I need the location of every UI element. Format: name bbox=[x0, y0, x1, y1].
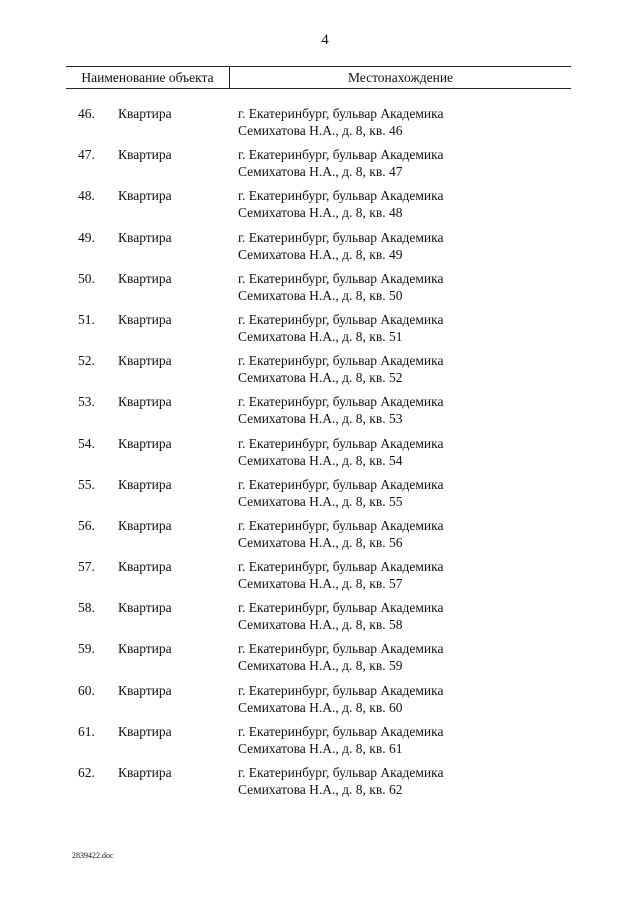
location-line-2: Семихатова Н.А., д. 8, кв. 49 bbox=[238, 246, 403, 262]
object-location bbox=[238, 311, 538, 345]
location-line-2: Семихатова Н.А., д. 8, кв. 61 bbox=[238, 740, 403, 756]
location-line-2: Семихатова Н.А., д. 8, кв. 53 bbox=[238, 411, 403, 427]
object-name: Квартира bbox=[118, 682, 172, 698]
row-number: 48. bbox=[78, 188, 95, 204]
location-line-1: г. Екатеринбург, бульвар Академика bbox=[238, 353, 444, 369]
object-name: Квартира bbox=[118, 147, 172, 163]
table-row bbox=[0, 393, 640, 434]
column-header-location: Местонахождение bbox=[347, 70, 454, 85]
row-number: 57. bbox=[78, 559, 95, 575]
object-name: Квартира bbox=[118, 476, 172, 492]
location-line-1: г. Екатеринбург, бульвар Академика bbox=[238, 394, 444, 410]
row-number: 59. bbox=[78, 641, 95, 657]
object-location bbox=[238, 270, 538, 304]
location-line-2: Семихатова Н.А., д. 8, кв. 59 bbox=[238, 658, 403, 674]
object-location bbox=[238, 476, 538, 510]
table-row bbox=[0, 682, 640, 723]
location-line-2: Семихатова Н.А., д. 8, кв. 47 bbox=[238, 164, 403, 180]
object-name: Квартира bbox=[118, 229, 172, 245]
location-line-1: г. Екатеринбург, бульвар Академика bbox=[238, 517, 444, 533]
object-location bbox=[238, 187, 538, 221]
table-row bbox=[0, 105, 640, 146]
row-number: 52. bbox=[78, 353, 95, 369]
table-row bbox=[0, 640, 640, 681]
object-name: Квартира bbox=[118, 353, 172, 369]
table-row bbox=[0, 723, 640, 764]
table-row bbox=[0, 229, 640, 270]
location-line-1: г. Екатеринбург, бульвар Академика bbox=[238, 765, 444, 780]
object-location bbox=[238, 352, 538, 386]
object-name: Квартира bbox=[118, 641, 172, 657]
location-line-1: г. Екатеринбург, бульвар Академика bbox=[238, 435, 444, 451]
object-location bbox=[238, 105, 538, 139]
location-line-1: г. Екатеринбург, бульвар Академика bbox=[238, 270, 444, 286]
table-row bbox=[0, 764, 640, 805]
object-name: Квартира bbox=[118, 600, 172, 616]
table-body bbox=[0, 105, 640, 805]
location-line-1: г. Екатеринбург, бульвар Академика bbox=[238, 682, 444, 698]
row-number: 50. bbox=[78, 270, 95, 286]
row-number: 49. bbox=[78, 229, 95, 245]
object-name: Квартира bbox=[118, 311, 172, 327]
location-line-2: Семихатова Н.А., д. 8, кв. 58 bbox=[238, 617, 403, 633]
footer-file-name: 2839422.doc bbox=[72, 851, 114, 860]
object-name: Квартира bbox=[118, 765, 172, 780]
location-line-1: г. Екатеринбург, бульвар Академика bbox=[238, 106, 444, 121]
row-number: 51. bbox=[78, 311, 95, 327]
object-location bbox=[238, 517, 538, 551]
location-line-1: г. Екатеринбург, бульвар Академика bbox=[238, 600, 444, 616]
object-name: Квартира bbox=[118, 270, 172, 286]
location-line-2: Семихатова Н.А., д. 8, кв. 51 bbox=[238, 328, 403, 344]
location-line-2: Семихатова Н.А., д. 8, кв. 54 bbox=[238, 452, 403, 468]
row-number: 54. bbox=[78, 435, 95, 451]
object-location bbox=[238, 640, 538, 674]
table-row bbox=[0, 270, 640, 311]
table-row bbox=[0, 352, 640, 393]
table-row bbox=[0, 311, 640, 352]
row-number: 62. bbox=[78, 765, 95, 780]
column-header-name: Наименование объекта bbox=[66, 67, 230, 88]
table-row bbox=[0, 517, 640, 558]
location-line-1: г. Екатеринбург, бульвар Академика bbox=[238, 641, 444, 657]
object-location bbox=[238, 229, 538, 263]
location-line-1: г. Екатеринбург, бульвар Академика bbox=[238, 147, 444, 163]
table-row bbox=[0, 146, 640, 187]
row-number: 55. bbox=[78, 476, 95, 492]
row-number: 53. bbox=[78, 394, 95, 410]
object-location bbox=[238, 682, 538, 716]
row-number: 61. bbox=[78, 723, 95, 739]
table-header bbox=[66, 66, 571, 89]
object-location bbox=[238, 723, 538, 757]
location-line-1: г. Екатеринбург, бульвар Академика bbox=[238, 229, 444, 245]
object-location bbox=[238, 393, 538, 427]
location-line-1: г. Екатеринбург, бульвар Академика bbox=[238, 188, 444, 204]
row-number: 56. bbox=[78, 517, 95, 533]
row-number: 60. bbox=[78, 682, 95, 698]
location-line-2: Семихатова Н.А., д. 8, кв. 46 bbox=[238, 123, 403, 138]
location-line-2: Семихатова Н.А., д. 8, кв. 62 bbox=[238, 782, 403, 797]
location-line-1: г. Екатеринбург, бульвар Академика bbox=[238, 311, 444, 327]
location-line-2: Семихатова Н.А., д. 8, кв. 56 bbox=[238, 534, 403, 550]
object-location bbox=[238, 764, 538, 798]
location-line-2: Семихатова Н.А., д. 8, кв. 52 bbox=[238, 370, 403, 386]
location-line-2: Семихатова Н.А., д. 8, кв. 55 bbox=[238, 493, 403, 509]
location-line-2: Семихатова Н.А., д. 8, кв. 60 bbox=[238, 699, 403, 715]
page-number: 4 bbox=[321, 32, 329, 48]
row-number: 47. bbox=[78, 147, 95, 163]
location-line-2: Семихатова Н.А., д. 8, кв. 48 bbox=[238, 205, 403, 221]
table-row bbox=[0, 558, 640, 599]
object-name: Квартира bbox=[118, 188, 172, 204]
object-location bbox=[238, 599, 538, 633]
object-name: Квартира bbox=[118, 106, 172, 121]
table-row bbox=[0, 599, 640, 640]
table-row bbox=[0, 435, 640, 476]
location-line-2: Семихатова Н.А., д. 8, кв. 50 bbox=[238, 287, 403, 303]
object-name: Квартира bbox=[118, 435, 172, 451]
object-name: Квартира bbox=[118, 723, 172, 739]
location-line-1: г. Екатеринбург, бульвар Академика bbox=[238, 723, 444, 739]
object-location bbox=[238, 558, 538, 592]
table-row bbox=[0, 187, 640, 228]
row-number: 58. bbox=[78, 600, 95, 616]
location-line-1: г. Екатеринбург, бульвар Академика bbox=[238, 476, 444, 492]
location-line-2: Семихатова Н.А., д. 8, кв. 57 bbox=[238, 576, 403, 592]
row-number: 46. bbox=[78, 106, 95, 121]
table-row bbox=[0, 476, 640, 517]
object-location bbox=[238, 146, 538, 180]
object-name: Квартира bbox=[118, 559, 172, 575]
object-name: Квартира bbox=[118, 517, 172, 533]
object-name: Квартира bbox=[118, 394, 172, 410]
location-line-1: г. Екатеринбург, бульвар Академика bbox=[238, 559, 444, 575]
object-location bbox=[238, 435, 538, 469]
